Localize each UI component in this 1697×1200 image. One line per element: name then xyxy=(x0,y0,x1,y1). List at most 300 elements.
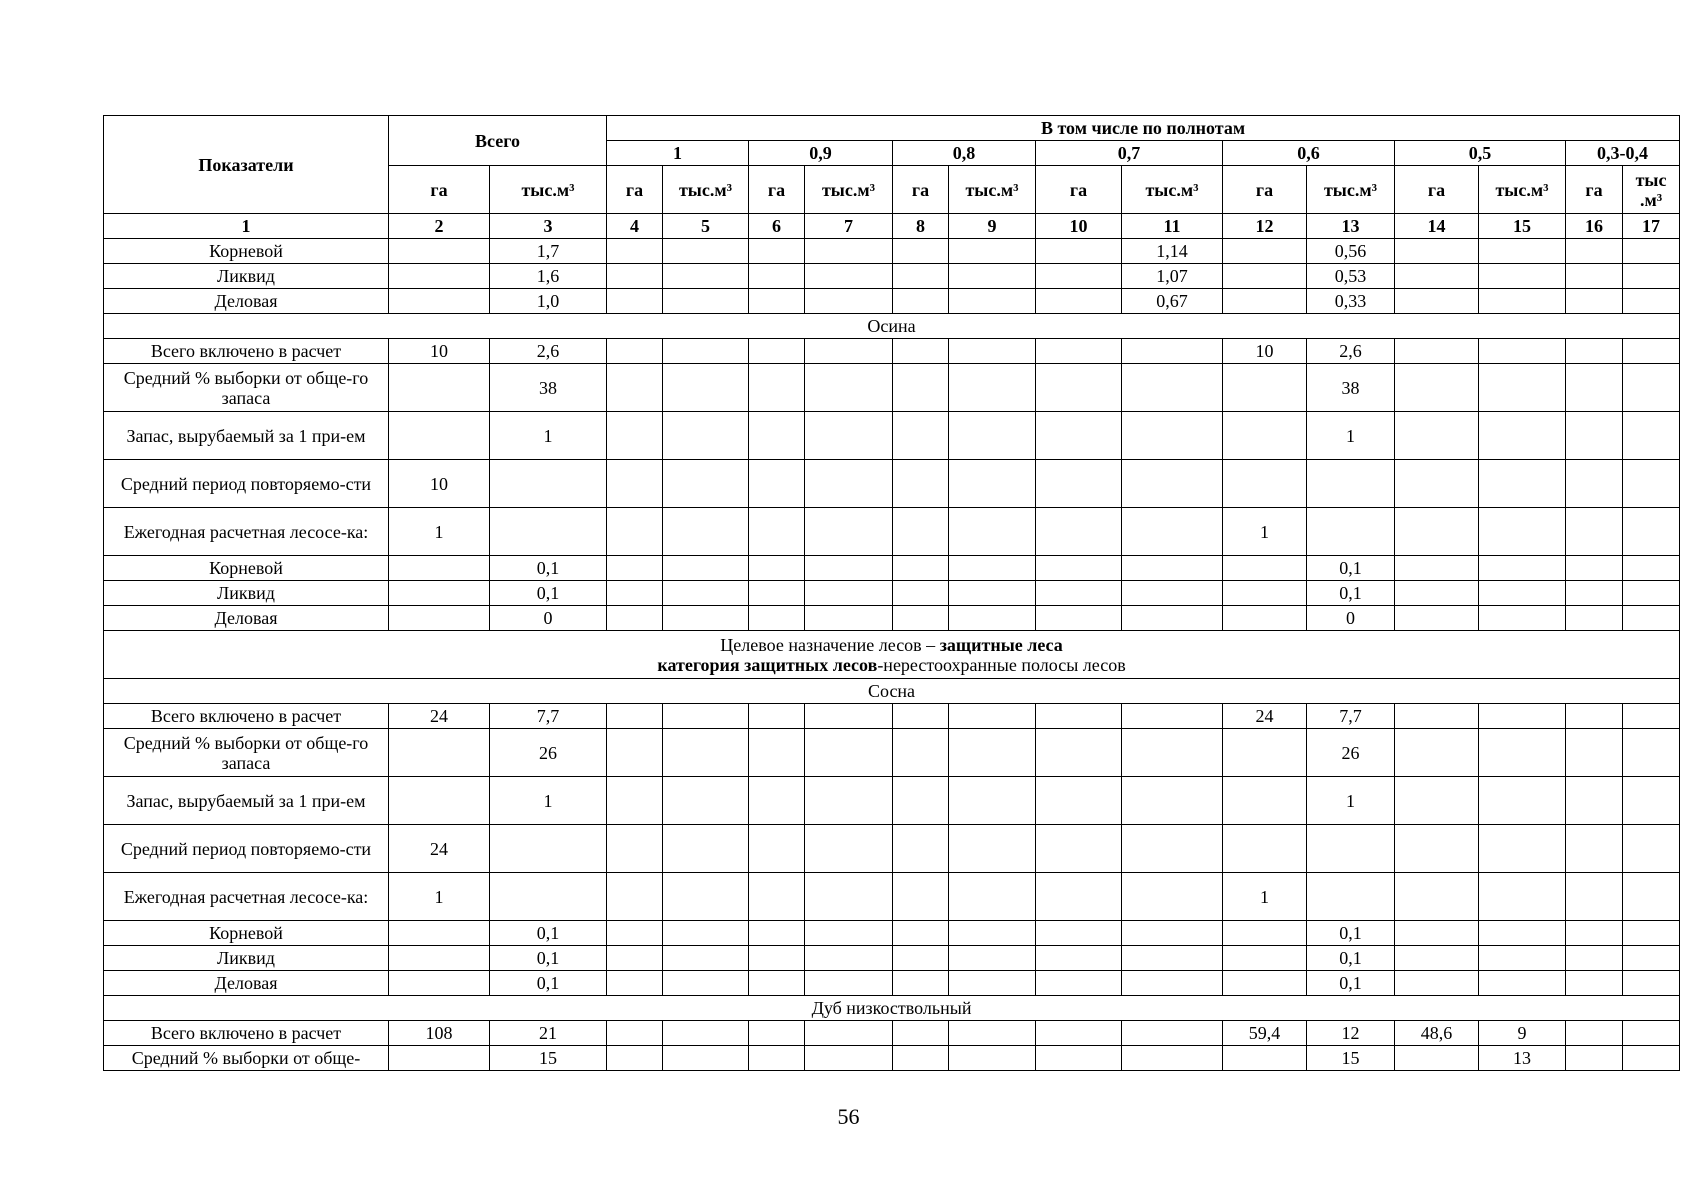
table-cell xyxy=(1223,239,1307,264)
table-cell xyxy=(1479,921,1566,946)
table-cell xyxy=(805,508,893,556)
table-cell xyxy=(1036,264,1122,289)
column-number-cell: 16 xyxy=(1566,214,1623,239)
table-cell: 15 xyxy=(1307,1046,1395,1071)
header-density-05: 0,5 xyxy=(1395,141,1566,166)
table-cell xyxy=(1623,704,1680,729)
table-cell xyxy=(1566,508,1623,556)
table-cell xyxy=(1122,606,1223,631)
table-cell xyxy=(1479,971,1566,996)
column-number-cell: 9 xyxy=(949,214,1036,239)
table-cell xyxy=(949,921,1036,946)
table-cell xyxy=(805,364,893,412)
table-cell xyxy=(1623,1046,1680,1071)
table-cell xyxy=(893,339,949,364)
table-cell xyxy=(893,825,949,873)
table-cell xyxy=(949,729,1036,777)
header-unit-ha: га xyxy=(607,166,663,214)
table-row xyxy=(104,704,1680,729)
table-cell xyxy=(893,1046,949,1071)
table-cell xyxy=(490,825,607,873)
table-cell xyxy=(1566,556,1623,581)
table-cell: 1,07 xyxy=(1122,264,1223,289)
table-cell xyxy=(1036,704,1122,729)
column-number-cell: 8 xyxy=(893,214,949,239)
table-cell: 0,53 xyxy=(1307,264,1395,289)
column-number-cell: 6 xyxy=(749,214,805,239)
table-cell xyxy=(1395,239,1479,264)
column-number-cell: 17 xyxy=(1623,214,1680,239)
table-cell xyxy=(1623,606,1680,631)
table-cell: 38 xyxy=(1307,364,1395,412)
table-cell xyxy=(1566,264,1623,289)
table-cell xyxy=(1036,873,1122,921)
header-including-by-density: В том числе по полнотам xyxy=(607,116,1680,141)
table-row xyxy=(104,239,1680,264)
table-cell xyxy=(663,289,749,314)
table-cell xyxy=(389,412,490,460)
table-cell xyxy=(1223,556,1307,581)
table-cell xyxy=(663,508,749,556)
header-unit-vol-last-line1: тыс xyxy=(1635,169,1667,190)
table-cell: 0,56 xyxy=(1307,239,1395,264)
table-cell xyxy=(1395,873,1479,921)
table-cell xyxy=(1223,289,1307,314)
table-cell xyxy=(607,1046,663,1071)
table-cell xyxy=(1036,971,1122,996)
table-cell xyxy=(1623,460,1680,508)
table-row xyxy=(104,1021,1680,1046)
column-number-cell: 7 xyxy=(805,214,893,239)
header-total: Всего xyxy=(389,116,607,166)
table-cell xyxy=(949,946,1036,971)
row-label: Запас, вырубаемый за 1 при-ем xyxy=(104,777,389,825)
table-cell xyxy=(1036,825,1122,873)
purpose-line2-text: -нерестоохранные полосы лесов xyxy=(877,654,1126,675)
table-cell xyxy=(663,825,749,873)
table-cell: 1 xyxy=(1307,777,1395,825)
header-unit-vol: тыс.м³ xyxy=(663,166,749,214)
row-label: Корневой xyxy=(104,556,389,581)
table-cell xyxy=(663,873,749,921)
table-cell xyxy=(663,921,749,946)
table-cell: 9 xyxy=(1479,1021,1566,1046)
table-cell: 2,6 xyxy=(1307,339,1395,364)
table-cell xyxy=(1223,412,1307,460)
table-cell xyxy=(749,1046,805,1071)
table-cell xyxy=(893,364,949,412)
table-cell xyxy=(1566,412,1623,460)
table-cell xyxy=(1395,946,1479,971)
table-row xyxy=(104,1046,1680,1071)
table-cell xyxy=(893,946,949,971)
header-unit-ha: га xyxy=(1395,166,1479,214)
table-cell xyxy=(893,508,949,556)
table-cell xyxy=(1566,606,1623,631)
table-cell xyxy=(607,289,663,314)
table-cell xyxy=(805,556,893,581)
column-number-cell: 10 xyxy=(1036,214,1122,239)
table-cell xyxy=(607,921,663,946)
table-cell xyxy=(1122,339,1223,364)
table-cell xyxy=(805,412,893,460)
table-cell xyxy=(749,556,805,581)
table-cell xyxy=(1479,946,1566,971)
column-number-cell: 11 xyxy=(1122,214,1223,239)
table-cell xyxy=(389,581,490,606)
table-cell xyxy=(1395,704,1479,729)
table-cell xyxy=(1395,264,1479,289)
table-cell xyxy=(1566,777,1623,825)
row-label: Средний % выборки от обще-го запаса xyxy=(104,364,389,412)
table-cell xyxy=(1223,606,1307,631)
table-cell xyxy=(1395,289,1479,314)
table-cell xyxy=(1623,339,1680,364)
table-cell xyxy=(1623,581,1680,606)
header-unit-vol-last xyxy=(1623,166,1680,214)
header-unit-ha: га xyxy=(1223,166,1307,214)
table-cell xyxy=(389,239,490,264)
table-cell xyxy=(1623,364,1680,412)
table-cell: 0,1 xyxy=(490,556,607,581)
table-cell xyxy=(1036,556,1122,581)
table-cell xyxy=(663,581,749,606)
table-cell xyxy=(1307,508,1395,556)
table-cell xyxy=(1566,921,1623,946)
table-cell xyxy=(893,556,949,581)
table-cell xyxy=(805,946,893,971)
table-cell xyxy=(749,1021,805,1046)
table-cell xyxy=(1623,971,1680,996)
table-cell xyxy=(749,729,805,777)
table-cell: 15 xyxy=(490,1046,607,1071)
table-cell xyxy=(749,825,805,873)
header-density-09: 0,9 xyxy=(749,141,893,166)
column-number-cell: 2 xyxy=(389,214,490,239)
table-cell xyxy=(1479,704,1566,729)
table-cell xyxy=(1566,581,1623,606)
column-numbers-row xyxy=(104,214,1680,239)
table-row xyxy=(104,946,1680,971)
table-cell: 1 xyxy=(490,412,607,460)
table-cell: 0,1 xyxy=(1307,946,1395,971)
table-cell xyxy=(1566,339,1623,364)
table-cell: 0,1 xyxy=(490,946,607,971)
row-label: Деловая xyxy=(104,971,389,996)
table-cell xyxy=(1623,777,1680,825)
purpose-line1-text: Целевое назначение лесов – xyxy=(720,634,936,655)
table-cell xyxy=(949,704,1036,729)
table-cell xyxy=(893,412,949,460)
row-label: Деловая xyxy=(104,289,389,314)
table-cell: 0,1 xyxy=(1307,581,1395,606)
table-cell xyxy=(749,264,805,289)
table-cell xyxy=(1479,606,1566,631)
table-cell xyxy=(1566,239,1623,264)
table-cell xyxy=(1566,729,1623,777)
table-cell xyxy=(749,946,805,971)
table-cell xyxy=(949,971,1036,996)
table-cell xyxy=(1479,239,1566,264)
table-cell: 1 xyxy=(389,873,490,921)
header-unit-ha: га xyxy=(389,166,490,214)
table-cell: 1,14 xyxy=(1122,239,1223,264)
table-cell xyxy=(805,606,893,631)
table-cell xyxy=(663,364,749,412)
table-cell: 1 xyxy=(490,777,607,825)
table-cell xyxy=(1566,1021,1623,1046)
column-number-cell: 4 xyxy=(607,214,663,239)
table-cell: 1,0 xyxy=(490,289,607,314)
table-cell xyxy=(749,364,805,412)
table-cell xyxy=(1036,1021,1122,1046)
table-cell xyxy=(1623,264,1680,289)
table-cell xyxy=(1566,1046,1623,1071)
table-cell: 1 xyxy=(1223,873,1307,921)
table-cell xyxy=(1122,364,1223,412)
table-cell xyxy=(749,508,805,556)
table-cell xyxy=(1623,1021,1680,1046)
table-cell xyxy=(1566,460,1623,508)
table-cell xyxy=(1036,606,1122,631)
table-cell xyxy=(1223,264,1307,289)
table-cell xyxy=(805,339,893,364)
table-cell xyxy=(607,264,663,289)
table-cell xyxy=(1036,339,1122,364)
table-cell xyxy=(949,581,1036,606)
section-row xyxy=(104,996,1680,1021)
table-cell xyxy=(1223,946,1307,971)
table-cell xyxy=(1566,289,1623,314)
table-cell xyxy=(949,339,1036,364)
table-cell xyxy=(949,239,1036,264)
row-label: Запас, вырубаемый за 1 при-ем xyxy=(104,412,389,460)
header-unit-vol: тыс.м³ xyxy=(1122,166,1223,214)
table-cell: 10 xyxy=(389,339,490,364)
table-cell xyxy=(1479,508,1566,556)
table-cell xyxy=(607,873,663,921)
table-cell xyxy=(1395,460,1479,508)
table-cell xyxy=(949,289,1036,314)
column-number-cell: 13 xyxy=(1307,214,1395,239)
table-cell xyxy=(805,239,893,264)
table-cell xyxy=(1223,777,1307,825)
table-cell xyxy=(663,946,749,971)
table-cell xyxy=(389,921,490,946)
table-cell xyxy=(1223,364,1307,412)
table-cell xyxy=(1122,1021,1223,1046)
table-cell: 48,6 xyxy=(1395,1021,1479,1046)
table-row xyxy=(104,412,1680,460)
table-cell: 59,4 xyxy=(1223,1021,1307,1046)
table-cell xyxy=(949,412,1036,460)
table-cell xyxy=(1307,460,1395,508)
table-cell xyxy=(607,729,663,777)
table-cell xyxy=(607,581,663,606)
table-cell: 0,1 xyxy=(1307,556,1395,581)
table-row xyxy=(104,729,1680,777)
table-row xyxy=(104,508,1680,556)
table-cell xyxy=(805,1046,893,1071)
table-cell xyxy=(1307,873,1395,921)
table-cell xyxy=(805,921,893,946)
table-cell xyxy=(389,289,490,314)
table-cell xyxy=(663,1046,749,1071)
table-cell xyxy=(1036,1046,1122,1071)
header-unit-ha: га xyxy=(749,166,805,214)
table-row xyxy=(104,289,1680,314)
table-cell xyxy=(663,729,749,777)
table-cell xyxy=(805,704,893,729)
table-cell: 0,1 xyxy=(1307,971,1395,996)
table-cell: 26 xyxy=(490,729,607,777)
table-cell xyxy=(1395,825,1479,873)
table-cell xyxy=(1395,364,1479,412)
table-cell xyxy=(805,264,893,289)
table-cell xyxy=(389,777,490,825)
table-cell xyxy=(1623,239,1680,264)
header-unit-vol: тыс.м³ xyxy=(949,166,1036,214)
table-cell xyxy=(1479,364,1566,412)
table-cell xyxy=(1566,825,1623,873)
table-cell xyxy=(1395,339,1479,364)
table-cell xyxy=(749,412,805,460)
table-cell xyxy=(1395,971,1479,996)
table-cell xyxy=(1395,777,1479,825)
table-row xyxy=(104,606,1680,631)
table-cell xyxy=(893,729,949,777)
table-cell: 12 xyxy=(1307,1021,1395,1046)
table-cell xyxy=(749,239,805,264)
table-cell xyxy=(1223,971,1307,996)
table-cell xyxy=(1223,825,1307,873)
table-cell xyxy=(389,729,490,777)
table-cell xyxy=(1122,1046,1223,1071)
table-cell xyxy=(1479,412,1566,460)
table-cell xyxy=(607,704,663,729)
table-cell xyxy=(949,1021,1036,1046)
table-cell xyxy=(1566,704,1623,729)
table-cell xyxy=(389,1046,490,1071)
table-cell xyxy=(805,729,893,777)
table-cell xyxy=(749,606,805,631)
header-density-03-04: 0,3-0,4 xyxy=(1566,141,1680,166)
table-cell xyxy=(805,1021,893,1046)
table-cell xyxy=(1395,508,1479,556)
table-cell xyxy=(805,460,893,508)
table-cell xyxy=(1122,873,1223,921)
table-cell xyxy=(607,606,663,631)
table-cell xyxy=(1223,460,1307,508)
table-cell xyxy=(607,339,663,364)
table-cell xyxy=(389,364,490,412)
table-cell xyxy=(607,508,663,556)
table-cell xyxy=(1122,825,1223,873)
table-cell xyxy=(1623,825,1680,873)
table-cell xyxy=(1479,873,1566,921)
row-label: Ликвид xyxy=(104,581,389,606)
table-cell xyxy=(1623,556,1680,581)
table-cell xyxy=(607,777,663,825)
table-cell xyxy=(949,777,1036,825)
column-number-cell: 12 xyxy=(1223,214,1307,239)
table-cell xyxy=(893,1021,949,1046)
table-cell xyxy=(1623,873,1680,921)
row-label: Ежегодная расчетная лесосе-ка: xyxy=(104,873,389,921)
table-cell: 1,6 xyxy=(490,264,607,289)
table-cell xyxy=(1623,729,1680,777)
table-cell xyxy=(1623,412,1680,460)
table-cell xyxy=(749,289,805,314)
header-density-08: 0,8 xyxy=(893,141,1036,166)
forestry-table xyxy=(103,115,1680,1071)
table-cell xyxy=(1395,606,1479,631)
table-cell: 0,33 xyxy=(1307,289,1395,314)
table-cell xyxy=(663,777,749,825)
table-cell xyxy=(749,971,805,996)
table-cell xyxy=(1036,729,1122,777)
header-unit-ha: га xyxy=(1566,166,1623,214)
table-cell xyxy=(949,556,1036,581)
table-cell: 10 xyxy=(389,460,490,508)
table-cell xyxy=(663,412,749,460)
table-cell xyxy=(949,364,1036,412)
table-cell xyxy=(389,606,490,631)
table-cell xyxy=(1122,921,1223,946)
table-cell xyxy=(663,239,749,264)
row-label: Корневой xyxy=(104,921,389,946)
table-cell xyxy=(949,873,1036,921)
table-cell xyxy=(893,777,949,825)
table-cell xyxy=(607,460,663,508)
table-cell xyxy=(1479,825,1566,873)
column-number-cell: 15 xyxy=(1479,214,1566,239)
table-row xyxy=(104,777,1680,825)
table-cell xyxy=(1623,946,1680,971)
table-cell xyxy=(1566,873,1623,921)
table-cell xyxy=(1566,971,1623,996)
table-cell xyxy=(1036,581,1122,606)
table-cell xyxy=(1036,289,1122,314)
table-cell xyxy=(749,921,805,946)
table-cell xyxy=(805,873,893,921)
table-cell xyxy=(1036,946,1122,971)
table-cell xyxy=(893,704,949,729)
table-cell xyxy=(1307,825,1395,873)
table-cell xyxy=(663,1021,749,1046)
row-label: Средний период повторяемо-сти xyxy=(104,825,389,873)
table-cell xyxy=(607,825,663,873)
row-label: Корневой xyxy=(104,239,389,264)
table-cell: 13 xyxy=(1479,1046,1566,1071)
table-cell xyxy=(490,460,607,508)
table-cell xyxy=(1395,729,1479,777)
table-cell xyxy=(1395,412,1479,460)
header-indicators: Показатели xyxy=(104,116,389,214)
table-cell xyxy=(1623,289,1680,314)
table-cell xyxy=(1223,729,1307,777)
table-cell xyxy=(893,971,949,996)
header-unit-vol: тыс.м³ xyxy=(490,166,607,214)
table-cell: 26 xyxy=(1307,729,1395,777)
table-row xyxy=(104,921,1680,946)
table-cell xyxy=(607,364,663,412)
section-title: Осина xyxy=(104,314,1680,339)
table-cell xyxy=(1036,239,1122,264)
table-cell xyxy=(1122,556,1223,581)
table-cell xyxy=(490,508,607,556)
purpose-line1-bold: защитные леса xyxy=(935,634,1063,655)
